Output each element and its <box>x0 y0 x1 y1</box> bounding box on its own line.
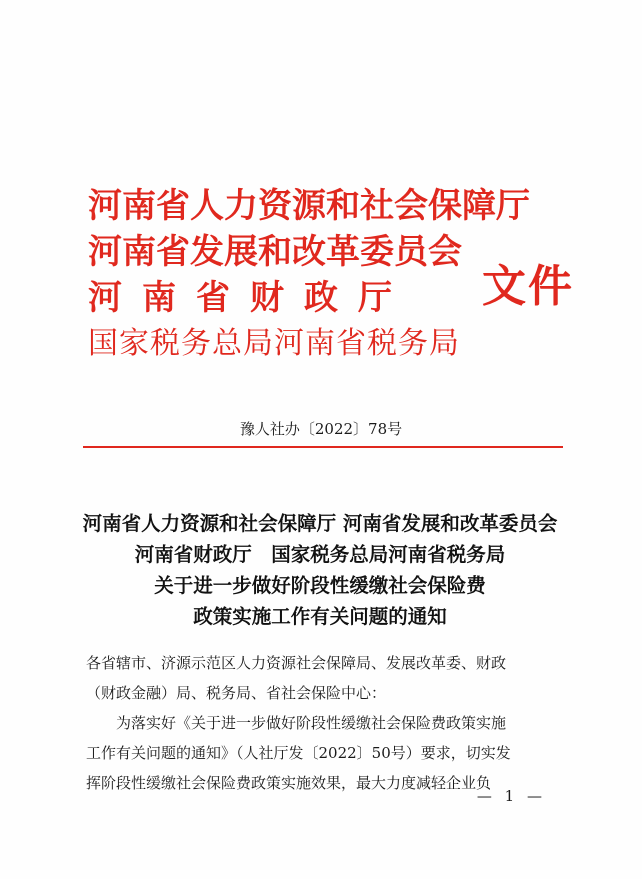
paragraph-line: 挥阶段性缓缴社会保险费政策实施效果，最大力度减轻企业负 <box>86 774 492 792</box>
addressee-line: 各省辖市、济源示范区人力资源社会保障局、发展改革委、财政 <box>86 654 507 672</box>
document-body <box>86 648 566 798</box>
issuer-tax: 国家税务总局河南省税务局 <box>88 326 460 361</box>
document-number: 豫人社办〔2022〕78号 <box>239 420 403 438</box>
issuer-finance: 河南省财政厅 <box>88 278 412 318</box>
addressee-line: （财政金融）局、税务局、省社会保险中心： <box>86 684 387 702</box>
paragraph-line: 为落实好《关于进一步做好阶段性缓缴社会保险费政策实施 <box>116 714 507 732</box>
paragraph-line: 工作有关问题的通知》（人社厅发〔2022〕50号）要求，切实发 <box>86 744 511 762</box>
title-line: 政策实施工作有关问题的通知 <box>193 605 447 628</box>
title-line: 关于进一步做好阶段性缓缴社会保险费 <box>154 574 486 597</box>
title-line: 河南省人力资源和社会保障厅 河南省发展和改革委员会 <box>82 512 558 535</box>
document-suffix: 文件 <box>482 261 574 312</box>
title-line: 河南省财政厅 国家税务总局河南省税务局 <box>134 543 506 566</box>
page-number: — 1 — <box>476 787 546 805</box>
issuer-ndrc: 河南省发展和改革委员会 <box>88 232 462 272</box>
header-divider <box>83 446 563 448</box>
document-title <box>60 508 580 632</box>
issuer-hrss: 河南省人力资源和社会保障厅 <box>88 186 530 226</box>
